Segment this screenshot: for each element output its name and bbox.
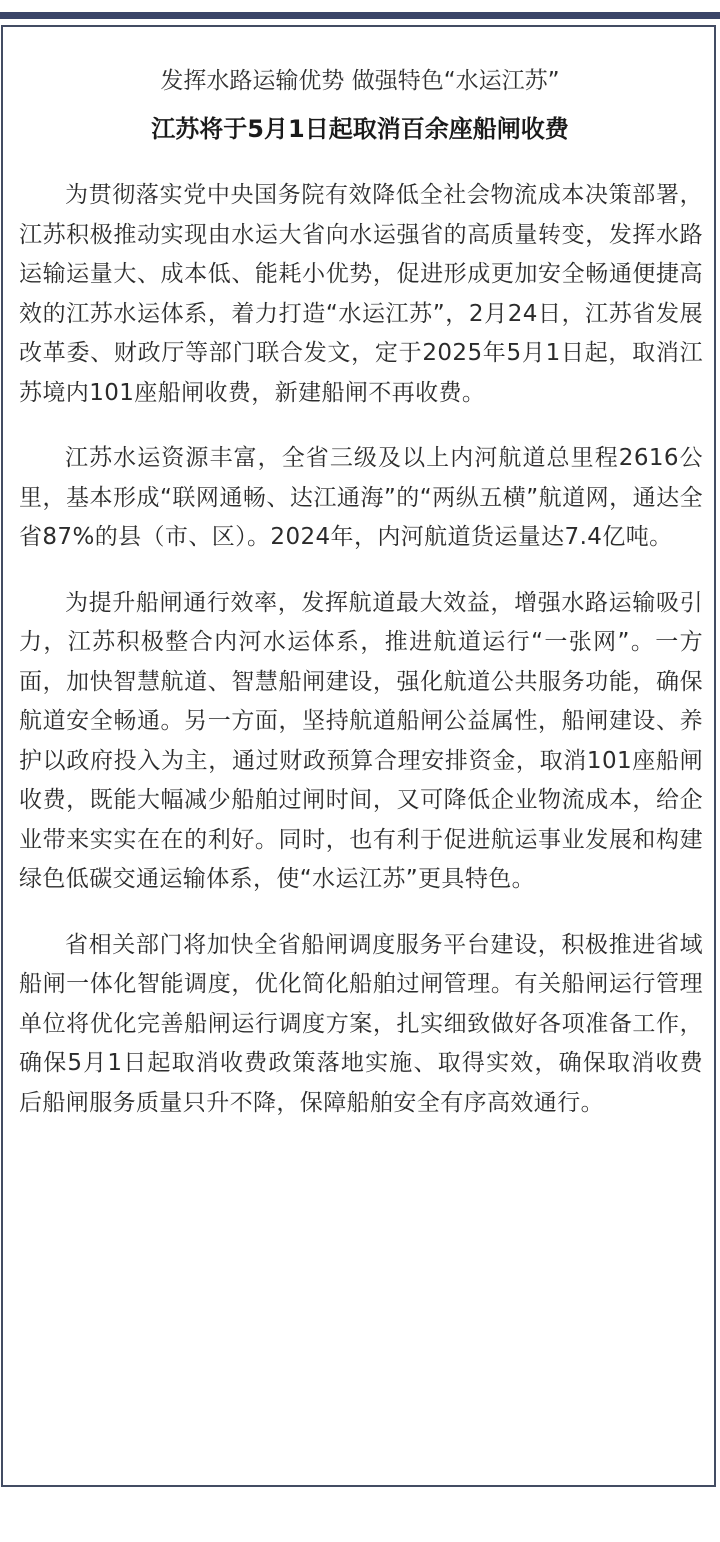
article-paragraph-1: 为贯彻落实党中央国务院有效降低全社会物流成本决策部署，江苏积极推动实现由水运大省向水运强省的高质量转变，发挥水路运输运量大、成本低、能耗小优势，促进形成更加安全畅通便捷高效的江苏水运体系，着力打造“水运江苏”，2月24日，江苏省发展改革委、财政厅等部门联合发文，定于2025年5月1日起，取消江苏境内101座船闸收费，新建船闸不再收费。 [19, 182, 703, 406]
article-title: 江苏将于5月1日起取消百余座船闸收费 [151, 115, 569, 143]
article-body [19, 176, 703, 1149]
article-paragraph-4: 省相关部门将加快全省船闸调度服务平台建设，积极推进省域船闸一体化智能调度，优化简化船舶过闸管理。有关船闸运行管理单位将优化完善船闸运行调度方案，扎实细致做好各项准备工作，确保5月1日起取消收费政策落地实施、取得实效，确保取消收费后船闸服务质量只升不降，保障船舶安全有序高效通行。 [19, 931, 703, 1116]
article-paragraph-2: 江苏水运资源丰富，全省三级及以上内河航道总里程2616公里，基本形成“联网通畅、达江通海”的“两纵五横”航道网，通达全省87%的县（市、区）。2024年，内河航道货运量达7.4亿吨。 [19, 445, 703, 550]
article-paragraph-3: 为提升船闸通行效率，发挥航道最大效益，增强水路运输吸引力，江苏积极整合内河水运体系，推进航道运行“一张网”。一方面，加快智慧航道、智慧船闸建设，强化航道公共服务功能，确保航道安全畅通。另一方面，坚持航道船闸公益属性，船闸建设、养护以政府投入为主，通过财政预算合理安排资金，取消101座船闸收费，既能大幅减少船舶过闸时间，又可降低企业物流成本，给企业带来实实在在的利好。同时，也有利于促进航运事业发展和构建绿色低碳交通运输体系，使“水运江苏”更具特色。 [19, 589, 703, 892]
article-subtitle: 发挥水路运输优势 做强特色“水运江苏” [160, 68, 560, 94]
top-decorative-bar [0, 12, 720, 19]
